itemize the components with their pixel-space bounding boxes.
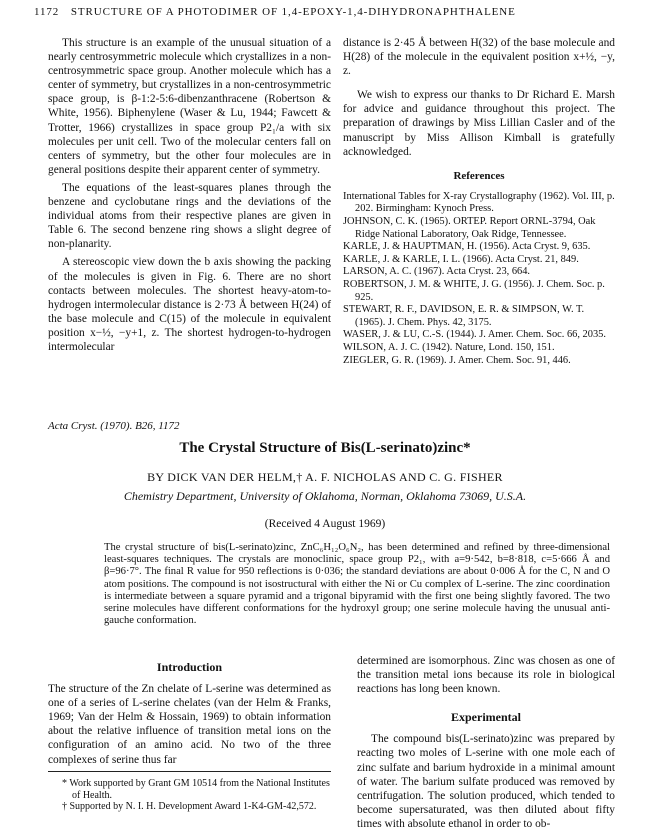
running-head-title: STRUCTURE OF A PHOTODIMER OF 1,4-EPOXY-1,4-DIHYDRONAPHTHALENE [70,6,516,18]
reference-item: ROBERTSON, J. M. & WHITE, J. G. (1956). J. Chem. Soc. p. 925. [343,279,605,303]
introduction-column [48,660,331,767]
footnote-divider [48,771,331,772]
reference-item: KARLE, J. & HAUPTMAN, H. (1956). Acta Cryst. 9, 635. [343,241,591,253]
previous-article-left-column [48,36,331,354]
footnote: * Work supported by Grant GM 10514 from the National Institutes of Health. [62,778,330,801]
reference-item: WASER, J. & LU, C.-S. (1944). J. Amer. Chem. Soc. 66, 2035. [343,329,606,341]
running-head [34,6,624,18]
previous-article-right-column [343,36,615,367]
paragraph: The equations of the least-squares planes through the benzene and cyclobutane rings and the deviations of the individual atoms from their respective planes are given in Table 6. The second benzene ring shows a slight degree of non-planarity. [48,181,331,251]
experimental-heading: Experimental [451,710,521,725]
reference-item: WILSON, A. J. C. (1942). Nature, Lond. 150, 151. [343,341,555,353]
footnotes [62,778,331,813]
paragraph: distance is 2·45 Å between H(32) of the base molecule and H(28) of the molecule in the equivalent position x+½, −y, z. [343,37,615,78]
experimental-text: The compound bis(L-serinato)zinc was prepared by reacting two moles of L-serine with one mole each of zinc sulfate and barium hydroxide in a minimal amount of water. The barium sulfate produced was removed by centrifugation. The solution produced, which tended to become supersaturated, was then diluted about fifty times with absolute ethanol in order to ob- [357,733,615,830]
journal-citation: Acta Cryst. (1970). B26, 1172 [48,420,180,432]
footnote: † Supported by N. I. H. Development Award 1-K4-GM-42,572. [62,801,317,813]
paragraph: A stereoscopic view down the b axis showing the packing of the molecules is given in Fig. 6. There are no short contacts between molecules. The shortest heavy-atom-to-hydrogen intermolecular distance is 2·73 Å between H(24) of the base molecule and C(15) of the molecule in equivalent position x−½, −y+1, z. The shortest hydrogen-to-hydrogen intermolecular [48,256,331,353]
author-line: BY DICK VAN DER HELM,† A. F. NICHOLAS AND C. G. FISHER [147,470,503,484]
reference-item: LARSON, A. C. (1967). Acta Cryst. 23, 664. [343,266,531,278]
reference-item: ZIEGLER, G. R. (1969). J. Amer. Chem. Soc. 91, 446. [343,354,571,366]
reference-item: International Tables for X-ray Crystallography (1962). Vol. III, p. 202. Birmingham: Kynoch Press. [343,190,615,215]
affiliation: Chemistry Department, University of Oklahoma, Norman, Oklahoma 73069, U.S.A. [123,489,527,503]
abstract: The crystal structure of bis(L-serinato)zinc, ZnC₆H₁₂O₆N₂, has been determined and refined by three-dimensional least-squares techniques. The crystals are monoclinic, space group P2₁, with a=9·542, b=8·818, c=5·666 Å and β=96·7°. The final R value for 950 reflections is 0·036; the standard deviations are about 0·006 Å for the C, N and O atom positions. The compound is not isostructural with either the Ni or Cu complex of L-serine. The zinc coordination is intermediate between a square pyramid and a trigonal bipyramid with the first one being slightly favored. The two serine molecules have different conformations for the hydroxyl group; one serine molecule having the unusual anti-gauche conformation. [104,542,610,627]
reference-item: STEWART, R. F., DAVIDSON, E. R. & SIMPSON, W. T. (1965). J. Chem. Phys. 42, 3175. [343,304,585,328]
reference-item: JOHNSON, C. K. (1965). ORTEP. Report ORNL-3794, Oak Ridge National Laboratory, Oak Ridge, Tennessee. [343,216,596,240]
paragraph: determined are isomorphous. Zinc was chosen as one of the transition metal ions because its role in biological reactions has long been known. [357,655,615,696]
paragraph: This structure is an example of the unusual situation of a nearly centrosymmetric molecule which crystallizes in a non-centrosymmetric space group. Another molecule which has a center of symmetry, but crystallizes in a non-centrosymmetric space group, is β-1:2-5:6-dibenzanthracene (Robertson & White, 1956). Biphenylene (Waser & Lu, 1944; Fawcett & Trotter, 1966) crystallizes in space group P2₁/a with six molecules per unit cell. Two of the molecular centers fall on centers of symmetry, but the other four molecules are in general positions despite their apparent center of symmetry. [48,37,331,176]
introduction-heading: Introduction [156,660,223,674]
introduction-text: The structure of the Zn chelate of L-serine was determined as one of a series of L-serine chelates (van der Helm & Franks, 1969; Van der Helm & Hossain, 1969) to obtain information about the relative influence of transition metal ions on the configuration of an amino acid. No two of the three complexes of serine thus far [48,683,331,766]
received-date: (Received 4 August 1969) [264,518,386,530]
page-number: 1172 [34,6,60,18]
reference-item: KARLE, J. & KARLE, I. L. (1966). Acta Cryst. 21, 849. [343,253,579,265]
experimental-column [357,654,615,831]
references-heading: References [453,169,505,182]
article-title: The Crystal Structure of Bis(L-serinato)zinc* [179,440,471,456]
acknowledgement: We wish to express our thanks to Dr Richard E. Marsh for advice and guidance throughout this project. The preparation of drawings by Miss Lillian Casler and of the manuscript by Miss Allison Kimball is gratefully acknowledged. [343,89,615,158]
